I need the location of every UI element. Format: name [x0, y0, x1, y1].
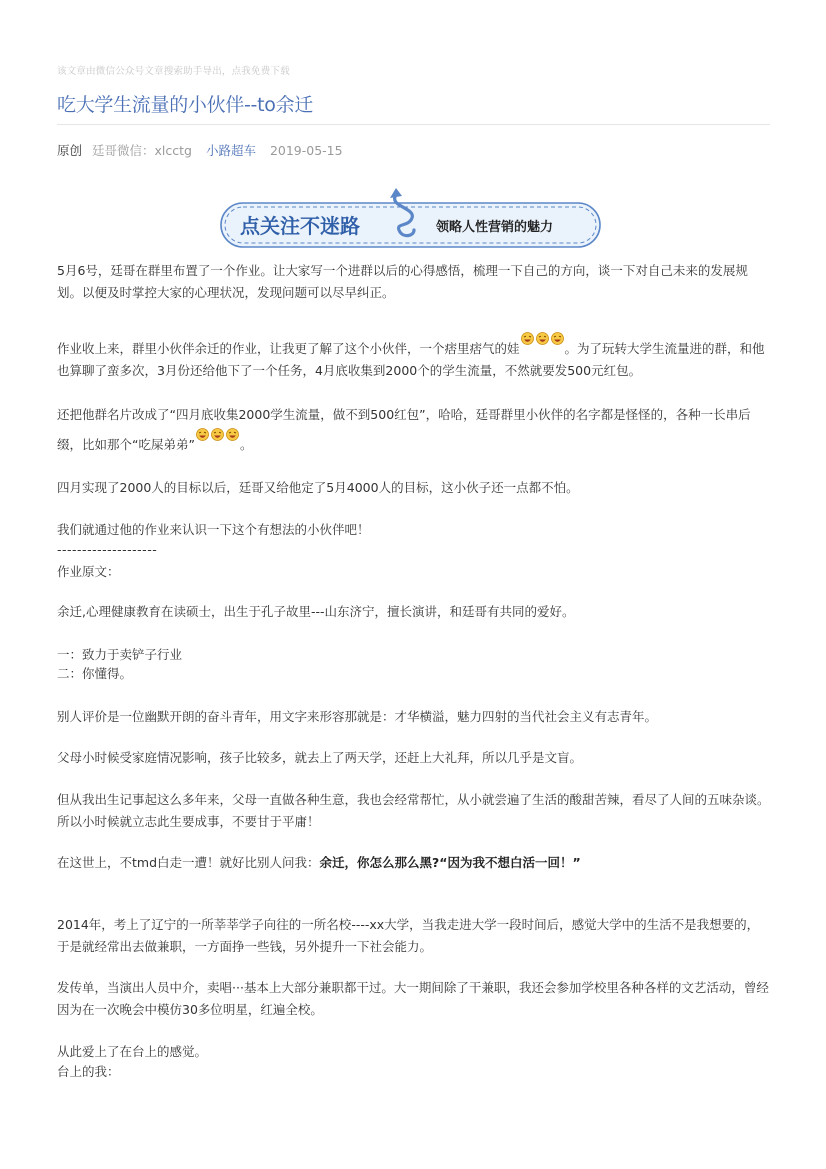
- paragraph-6: 作业原文：: [57, 564, 120, 579]
- laughing-face-icon: [196, 428, 209, 441]
- laughing-face-icon: [211, 428, 224, 441]
- paragraph-14: 发传单，当演出人员中介，卖唱···基本上大部分兼职都干过。大一期间除了干兼职，我还会参加学校里各种各样的文艺活动，曾经因为在一次晚会中模仿30多位明星，红遍全校。: [57, 980, 769, 1017]
- channel-link[interactable]: 小路超车: [205, 143, 256, 158]
- paragraph-13: 2014年，考上了辽宁的一所莘莘学子向往的一所名校----xx大学，当我走进大学一段时间后，感觉大学中的生活不是我想要的，于是就经常出去做兼职，一方面挣一些钱，另外提升一下社会能力。: [57, 917, 760, 954]
- paragraph-10: 父母小时候受家庭情况影响，孩子比较多，就去上了两天学，还赶上大礼拜，所以几乎是文盲。: [57, 750, 583, 765]
- title-divider: [57, 124, 770, 125]
- article-meta: [57, 141, 343, 159]
- paragraph-12: [57, 852, 770, 874]
- laughing-face-icon: [226, 428, 239, 441]
- emoji-group: [195, 421, 240, 451]
- text-divider: --------------------: [57, 542, 158, 557]
- emoji-group: [520, 329, 565, 351]
- paragraph-15-line-1: 从此爱上了在台上的感觉。: [57, 1044, 208, 1059]
- article-title: 吃大学生流量的小伙伴--to余迁: [57, 94, 313, 116]
- laughing-face-icon: [521, 332, 534, 345]
- laughing-face-icon: [536, 332, 549, 345]
- paragraph-3-text-b: 。: [239, 437, 253, 452]
- original-tag: 原创: [57, 143, 83, 158]
- paragraph-2: [57, 338, 770, 382]
- paragraph-3: [57, 400, 770, 460]
- export-note-link[interactable]: 该文章由微信公众号文章搜索助手导出，点我免费下载: [57, 66, 290, 77]
- publish-date: 2019-05-15: [269, 143, 343, 158]
- paragraph-15-line-2: 台上的我：: [57, 1064, 120, 1079]
- list-item-1: 一：致力于卖铲子行业: [57, 647, 183, 662]
- follow-banner: [218, 186, 603, 250]
- list-item-2: 二：你懂得。: [57, 666, 133, 681]
- paragraph-4: 四月实现了2000人的目标以后，廷哥又给他定了5月4000人的目标，这小伙子还一点都不怕。: [57, 480, 579, 495]
- paragraph-5: 我们就通过他的作业来认识一下这个有想法的小伙伴吧！: [57, 522, 370, 537]
- laughing-face-icon: [551, 332, 564, 345]
- paragraph-9: 别人评价是一位幽默开朗的奋斗青年，用文字来形容那就是：才华横溢，魅力四射的当代社会主义有志青年。: [57, 709, 658, 724]
- paragraph-12-text-a: 在这世上，不tmd白走一遭！就好比别人问我：: [57, 855, 320, 870]
- banner-right-text: 领略人性营销的魅力: [436, 220, 554, 235]
- paragraph-12-bold: 余迁，你怎么那么黑?“因为我不想白活一回！”: [319, 855, 581, 870]
- author-account: 廷哥微信：xlcctg: [92, 143, 192, 158]
- paragraph-2-text-b: 。为了玩转大学生流量进的群，和他也算聊了蛮多次，3月份还给他下了一个任务，4月底收集到2000个的学生流量，不然就要发500元红包。: [57, 341, 765, 378]
- paragraph-7: 余迁,心理健康教育在读硕士，出生于孔子故里---山东济宁，擅长演讲，和廷哥有共同的爱好。: [57, 604, 575, 619]
- banner-left-text: 点关注不迷路: [240, 214, 360, 238]
- paragraph-3-text-a: 还把他群名片改成了“四月底收集2000学生流量，做不到500红包”，哈哈，廷哥群里小伙伴的名字都是怪怪的，各种一长串后缀，比如那个“吃屎弟弟”: [57, 407, 751, 452]
- paragraph-1: 5月6号，廷哥在群里布置了一个作业。让大家写一个进群以后的心得感悟，梳理一下自己的方向，谈一下对自己未来的发展规划。以便及时掌控大家的心理状况，发现问题可以尽早纠正。: [57, 263, 748, 300]
- paragraph-2-text-a: 作业收上来，群里小伙伴余迁的作业，让我更了解了这个小伙伴，一个痞里痞气的娃: [57, 341, 520, 356]
- paragraph-11: 但从我出生记事起这么多年来，父母一直做各种生意，我也会经常帮忙，从小就尝遍了生活的酸甜苦辣，看尽了人间的五味杂谈。所以小时候就立志此生要成事，不要甘于平庸！: [57, 792, 770, 829]
